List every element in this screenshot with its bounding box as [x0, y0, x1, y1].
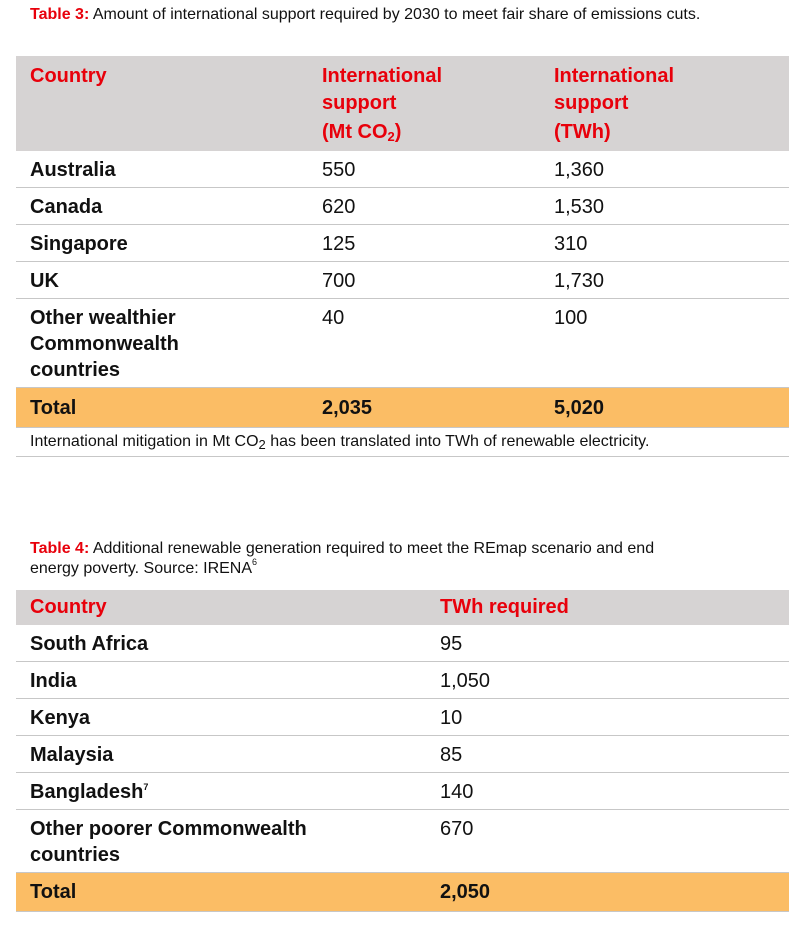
table4-header-country: Country — [16, 590, 440, 625]
table4-header-row — [16, 590, 789, 625]
table4-country: Malaysia — [16, 735, 440, 772]
table4-total-twh: 2,050 — [440, 872, 789, 911]
table3-mt-value: 550 — [322, 151, 554, 188]
table3-caption — [30, 5, 790, 25]
table3-country: UK — [16, 262, 322, 299]
table3-total-mt: 2,035 — [322, 388, 554, 428]
table4 — [16, 590, 789, 912]
table3-country: Singapore — [16, 225, 322, 262]
table3-total-row — [16, 388, 789, 428]
table-row — [16, 772, 789, 809]
table3-header-row — [16, 56, 789, 151]
table3-mt-value: 620 — [322, 188, 554, 225]
table-row — [16, 225, 789, 262]
table-row — [16, 188, 789, 225]
table4-caption — [30, 539, 790, 579]
table3-header-mt: International support (Mt $CO_2$) — [322, 56, 554, 151]
table-row — [16, 262, 789, 299]
table3-country: Canada — [16, 188, 322, 225]
table3-mt-value: 125 — [322, 225, 554, 262]
table4-caption-text: Additional renewable generation required to meet the REmap scenario and end — [92, 540, 655, 557]
table4-twh-value: 670 — [440, 809, 789, 872]
table3-total-twh: 5,020 — [554, 388, 789, 428]
table3 — [16, 56, 789, 457]
table4-twh-value: 1,050 — [440, 661, 789, 698]
table3-twh-value: 310 — [554, 225, 789, 262]
table-row — [16, 151, 789, 188]
table4-country: Other poorer Commonwealth countries — [16, 809, 440, 872]
table4-header-twh: TWh required — [440, 590, 789, 625]
table-row — [16, 661, 789, 698]
table3-header-twh: International support (TWh) — [554, 56, 789, 151]
table3-note: International mitigation in Mt $CO_2$ has been translated into TWh of renewable electricity. — [16, 428, 789, 457]
table3-total-label: Total — [16, 388, 322, 428]
table3-note-row — [16, 428, 789, 457]
table-row — [16, 698, 789, 735]
table4-country: Bangladesh$^7$ — [16, 772, 440, 809]
table4-total-row — [16, 872, 789, 911]
footnote-ref: 6 — [252, 557, 258, 567]
table-row — [16, 809, 789, 872]
table3-twh-value: 1,530 — [554, 188, 789, 225]
table4-caption-text-2: energy poverty. Source: IRENA — [30, 560, 253, 577]
table4-twh-value: 95 — [440, 625, 789, 662]
table3-header-country: Country — [16, 56, 322, 151]
table4-twh-value: 10 — [440, 698, 789, 735]
table-row — [16, 625, 789, 662]
footnote-ref: 7 — [143, 781, 149, 792]
table3-mt-value: 40 — [322, 299, 554, 388]
table3-twh-value: 1,360 — [554, 151, 789, 188]
table3-twh-value: 1,730 — [554, 262, 789, 299]
table3-country: Other wealthier Commonwealth countries — [16, 299, 322, 388]
table4-twh-value: 140 — [440, 772, 789, 809]
table-row — [16, 735, 789, 772]
table4-country: South Africa — [16, 625, 440, 662]
table4-country: Kenya — [16, 698, 440, 735]
table3-mt-value: 700 — [322, 262, 554, 299]
table4-country: India — [16, 661, 440, 698]
table4-total-label: Total — [16, 872, 440, 911]
table4-twh-value: 85 — [440, 735, 789, 772]
table3-country: Australia — [16, 151, 322, 188]
table-row — [16, 299, 789, 388]
table3-twh-value: 100 — [554, 299, 789, 388]
table3-caption-label: Table 3: — [30, 6, 90, 23]
table4-caption-label: Table 4: — [30, 540, 90, 557]
table3-caption-text: Amount of international support required by 2030 to meet fair share of emissions cuts. — [92, 6, 701, 23]
